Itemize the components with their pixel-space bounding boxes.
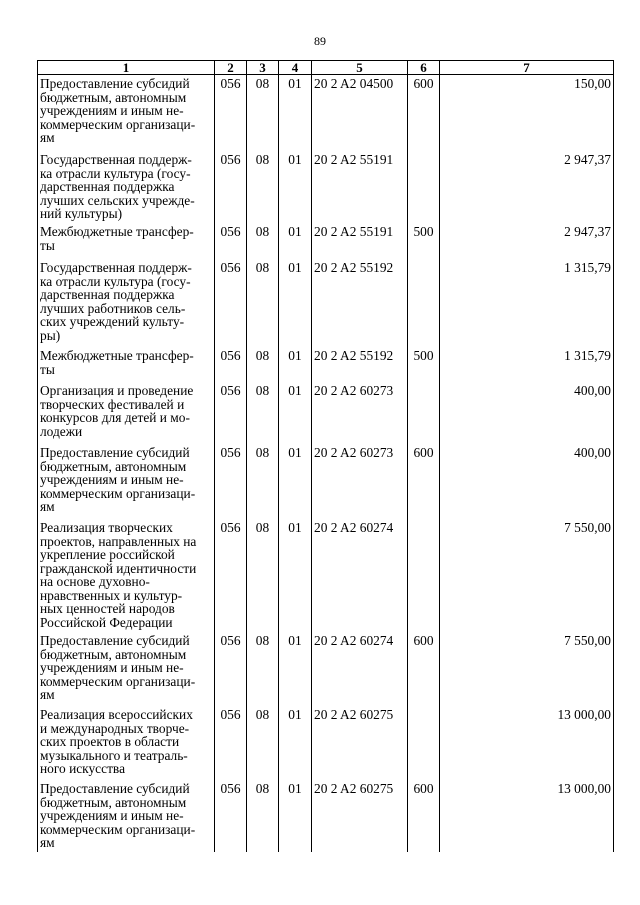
row-name-cell xyxy=(38,444,215,519)
row-name-line: ты xyxy=(40,237,55,253)
subsection-code-cell: 01 xyxy=(279,382,312,444)
row-name-line: бюджетным, автономным xyxy=(40,89,187,105)
row-name-line: музыкального и театраль- xyxy=(40,747,188,763)
row-name-line: Государственная поддерж- xyxy=(40,152,192,167)
row-name-line: Предоставление субсидий xyxy=(40,445,190,460)
subsection-code-cell: 01 xyxy=(279,75,312,152)
row-name-line: лучших работников сель- xyxy=(40,300,186,316)
column-header: 2 xyxy=(215,61,247,75)
row-name-line: нравственных и культур- xyxy=(40,587,183,603)
ministry-code-cell: 056 xyxy=(215,382,247,444)
row-name-cell xyxy=(38,706,215,780)
row-name-cell xyxy=(38,780,215,852)
ministry-code-cell: 056 xyxy=(215,223,247,259)
row-name-line: конкурсов для детей и мо- xyxy=(40,410,190,425)
row-name-line: бюджетным, автономным xyxy=(40,646,187,662)
subsection-code-cell: 01 xyxy=(279,347,312,382)
row-name-line: лодежи xyxy=(40,423,83,439)
row-name-line: бюджетным, автономным xyxy=(40,794,187,810)
table-row xyxy=(38,519,614,632)
column-header: 4 xyxy=(279,61,312,75)
row-name-cell xyxy=(38,75,215,152)
column-header: 7 xyxy=(440,61,614,75)
amount-cell: 2 947,37 xyxy=(440,151,614,223)
amount-cell: 13 000,00 xyxy=(440,706,614,780)
subsection-code-cell: 01 xyxy=(279,151,312,223)
expense-type-cell: 500 xyxy=(408,347,440,382)
section-code-cell: 08 xyxy=(247,382,279,444)
table-row xyxy=(38,706,614,780)
table-row xyxy=(38,347,614,382)
ministry-code-cell: 056 xyxy=(215,780,247,852)
row-name-line: дарственная поддержка xyxy=(40,287,175,302)
table-row xyxy=(38,780,614,852)
section-code-cell: 08 xyxy=(247,632,279,706)
row-name-line: ям xyxy=(40,499,55,514)
subsection-code-cell: 01 xyxy=(279,223,312,259)
row-name-line: ских проектов в области xyxy=(40,734,180,749)
row-name-line: учреждениям и иным не- xyxy=(40,472,184,487)
amount-cell: 7 550,00 xyxy=(440,632,614,706)
target-article-cell: 20 2 A2 60274 xyxy=(312,519,408,632)
target-article-cell: 20 2 A2 55191 xyxy=(312,223,408,259)
row-name-line: ных ценностей народов xyxy=(40,601,175,616)
subsection-code-cell: 01 xyxy=(279,706,312,780)
row-name-line: творческих фестивалей и xyxy=(40,396,185,412)
expense-type-cell xyxy=(408,259,440,347)
amount-cell: 7 550,00 xyxy=(440,519,614,632)
row-name-line: ного искусства xyxy=(40,761,126,776)
column-header: 1 xyxy=(38,61,215,75)
amount-cell: 150,00 xyxy=(440,75,614,152)
table-row xyxy=(38,75,614,152)
target-article-cell: 20 2 A2 60275 xyxy=(312,780,408,852)
row-name-line: Реализация всероссийских xyxy=(40,707,193,722)
target-article-cell: 20 2 A2 60275 xyxy=(312,706,408,780)
ministry-code-cell: 056 xyxy=(215,632,247,706)
row-name-line: бюджетным, автономным xyxy=(40,458,187,474)
row-name-line: гражданской идентичности xyxy=(40,560,197,576)
row-name-line: Российской Федерации xyxy=(40,614,173,630)
page-number: 89 xyxy=(314,34,326,48)
row-name-line: проектов, направленных на xyxy=(40,533,197,549)
table-body xyxy=(38,75,614,853)
row-name-line: ям xyxy=(40,687,55,702)
table-row xyxy=(38,223,614,259)
expense-type-cell: 600 xyxy=(408,780,440,852)
row-name-line: учреждениям и иным не- xyxy=(40,808,184,823)
amount-cell: 1 315,79 xyxy=(440,347,614,382)
row-name-line: ты xyxy=(40,361,55,377)
section-code-cell: 08 xyxy=(247,780,279,852)
ministry-code-cell: 056 xyxy=(215,259,247,347)
expense-type-cell: 500 xyxy=(408,223,440,259)
section-code-cell: 08 xyxy=(247,519,279,632)
row-name-cell xyxy=(38,223,215,259)
target-article-cell: 20 2 A2 04500 xyxy=(312,75,408,152)
row-name-line: дарственная поддержка xyxy=(40,179,175,194)
row-name-line: лучших сельских учрежде- xyxy=(40,192,195,208)
section-code-cell: 08 xyxy=(247,706,279,780)
row-name-cell xyxy=(38,259,215,347)
row-name-cell xyxy=(38,519,215,632)
table-row xyxy=(38,259,614,347)
row-name-line: ры) xyxy=(40,327,61,343)
subsection-code-cell: 01 xyxy=(279,259,312,347)
row-name-line: Межбюджетные трансфер- xyxy=(40,348,194,363)
subsection-code-cell: 01 xyxy=(279,444,312,519)
row-name-line: Реализация творческих xyxy=(40,520,173,535)
row-name-line: коммерческим организаци- xyxy=(40,116,196,132)
ministry-code-cell: 056 xyxy=(215,75,247,152)
row-name-cell xyxy=(38,151,215,223)
ministry-code-cell: 056 xyxy=(215,151,247,223)
expense-type-cell: 600 xyxy=(408,632,440,706)
section-code-cell: 08 xyxy=(247,75,279,152)
expense-type-cell xyxy=(408,151,440,223)
row-name-line: на основе духовно- xyxy=(40,574,150,589)
ministry-code-cell: 056 xyxy=(215,444,247,519)
section-code-cell: 08 xyxy=(247,259,279,347)
column-header: 3 xyxy=(247,61,279,75)
row-name-cell xyxy=(38,347,215,382)
budget-table xyxy=(37,60,614,852)
table-row xyxy=(38,632,614,706)
section-code-cell: 08 xyxy=(247,444,279,519)
expense-type-cell: 600 xyxy=(408,444,440,519)
target-article-cell: 20 2 A2 60273 xyxy=(312,444,408,519)
table-row xyxy=(38,151,614,223)
target-article-cell: 20 2 A2 60274 xyxy=(312,632,408,706)
column-header: 5 xyxy=(312,61,408,75)
row-name-line: Предоставление субсидий xyxy=(40,781,190,796)
amount-cell: 1 315,79 xyxy=(440,259,614,347)
expense-type-cell xyxy=(408,519,440,632)
row-name-line: коммерческим организаци- xyxy=(40,673,196,689)
target-article-cell: 20 2 A2 55192 xyxy=(312,259,408,347)
row-name-line: коммерческим организаци- xyxy=(40,821,196,837)
row-name-line: учреждениям и иным не- xyxy=(40,660,184,675)
row-name-line: укрепление российской xyxy=(40,547,175,562)
target-article-cell: 20 2 A2 60273 xyxy=(312,382,408,444)
target-article-cell: 20 2 A2 55191 xyxy=(312,151,408,223)
target-article-cell: 20 2 A2 55192 xyxy=(312,347,408,382)
ministry-code-cell: 056 xyxy=(215,519,247,632)
row-name-line: и международных творче- xyxy=(40,720,190,736)
row-name-line: ских учреждений культу- xyxy=(40,314,185,329)
ministry-code-cell: 056 xyxy=(215,706,247,780)
row-name-line: Государственная поддерж- xyxy=(40,260,192,275)
table-header-row xyxy=(38,61,614,75)
table-row xyxy=(38,444,614,519)
subsection-code-cell: 01 xyxy=(279,780,312,852)
amount-cell: 2 947,37 xyxy=(440,223,614,259)
row-name-line: коммерческим организаци- xyxy=(40,485,196,501)
section-code-cell: 08 xyxy=(247,151,279,223)
expense-type-cell xyxy=(408,382,440,444)
row-name-cell xyxy=(38,632,215,706)
amount-cell: 13 000,00 xyxy=(440,780,614,852)
row-name-line: Предоставление субсидий xyxy=(40,76,190,91)
row-name-line: ка отрасли культура (госу- xyxy=(40,273,191,289)
row-name-line: учреждениям и иным не- xyxy=(40,103,184,118)
section-code-cell: 08 xyxy=(247,347,279,382)
row-name-cell xyxy=(38,382,215,444)
table-row xyxy=(38,382,614,444)
section-code-cell: 08 xyxy=(247,223,279,259)
subsection-code-cell: 01 xyxy=(279,632,312,706)
subsection-code-cell: 01 xyxy=(279,519,312,632)
row-name-line: Предоставление субсидий xyxy=(40,633,190,648)
row-name-line: Межбюджетные трансфер- xyxy=(40,224,194,239)
column-header: 6 xyxy=(408,61,440,75)
row-name-line: Организация и проведение xyxy=(40,383,194,398)
amount-cell: 400,00 xyxy=(440,382,614,444)
expense-type-cell: 600 xyxy=(408,75,440,152)
ministry-code-cell: 056 xyxy=(215,347,247,382)
row-name-line: ям xyxy=(40,835,55,850)
row-name-line: ям xyxy=(40,130,55,145)
row-name-line: ний культуры) xyxy=(40,206,123,221)
row-name-line: ка отрасли культура (госу- xyxy=(40,165,191,181)
expense-type-cell xyxy=(408,706,440,780)
amount-cell: 400,00 xyxy=(440,444,614,519)
